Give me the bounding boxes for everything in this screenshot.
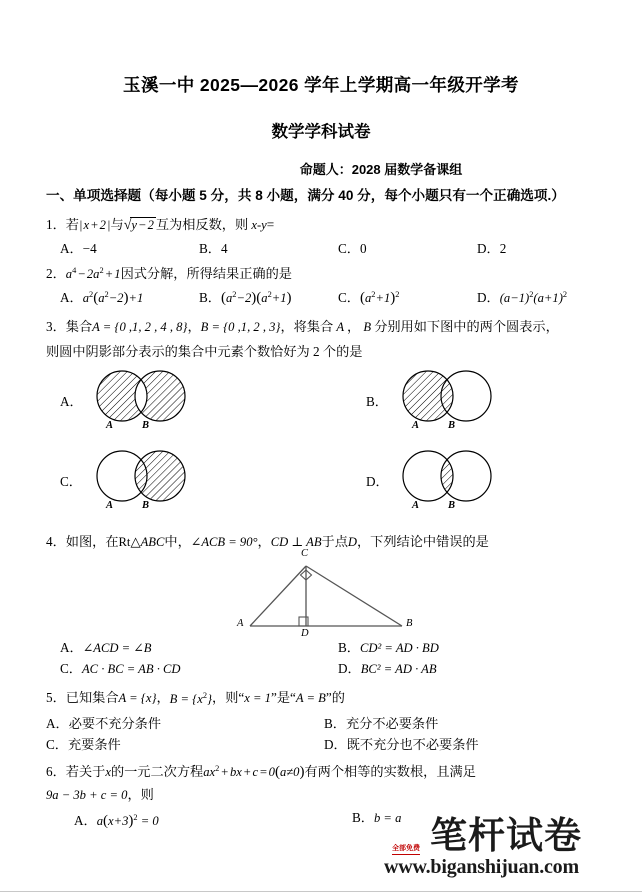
question-3-stem-2: ，	[187, 319, 201, 335]
question-4-figure	[46, 548, 602, 640]
question-4-option-d-label: D．	[338, 661, 361, 677]
question-2-options	[46, 285, 602, 308]
question-4-number: 4．	[46, 534, 66, 550]
question-1-option-b[interactable]: B．4	[199, 241, 228, 256]
question-1-options	[46, 239, 602, 259]
question-5-cond-2: A = B	[295, 691, 326, 706]
triangle-vertex-d: D	[301, 628, 309, 640]
question-3-set-a: A = {0 ,1, 2 , 4 , 8}	[92, 320, 188, 335]
question-1-expr-xy: x-y	[251, 218, 267, 232]
question-6-stem-3: 有两个相等的实数根，且满足	[304, 763, 476, 779]
question-4-rt: Rt	[118, 535, 131, 550]
question-5-set-b: $B = \{x^2\}$	[169, 690, 213, 706]
triangle-vertex-b: B	[406, 618, 413, 630]
question-6-option-b-math: b = a	[373, 810, 402, 825]
question-5	[46, 685, 602, 708]
question-2-option-b[interactable]	[199, 285, 338, 308]
question-3-option-b-letter-b: B	[448, 420, 456, 432]
question-3-venn-options	[46, 370, 602, 530]
question-4	[46, 532, 602, 552]
question-4-option-c-math: AC · BC = AB · CD	[81, 662, 181, 677]
question-6-option-b-label: B．	[352, 809, 374, 825]
question-6-stem-2: 的一元二次方程	[110, 763, 204, 779]
question-3-option-c-letter-b: B	[142, 500, 150, 512]
question-3-option-d-letter-a: A	[412, 500, 420, 512]
exam-content	[46, 183, 602, 831]
question-1	[46, 215, 602, 236]
question-4-option-b-label: B．	[338, 640, 360, 656]
page-bottom-divider	[0, 891, 642, 892]
question-1-expr-abs: | x + 2 |	[78, 218, 111, 232]
question-3-stem-3: ，将集合	[280, 319, 334, 335]
question-2-option-b-math: $(a^2-2)(a^2+1)$	[220, 290, 292, 307]
question-2-option-a-math: $a^2(a^2-2)+1$	[82, 290, 144, 307]
page-title: 玉溪一中 2025—2026 学年上学期高一年级开学考	[123, 75, 519, 95]
question-5-options-row-1	[46, 714, 602, 734]
question-6-option-a[interactable]	[46, 808, 352, 831]
author-line: 命题人：2028 届数学备课组	[299, 162, 463, 177]
question-1-number: 1．	[46, 217, 66, 232]
question-3-option-a[interactable]	[60, 370, 206, 438]
question-6-equation: $ax^2$ + bx + c = 0(a≠0)	[203, 763, 305, 780]
question-3-option-a-label: A．	[60, 394, 83, 410]
question-4-option-c[interactable]	[46, 659, 338, 679]
triangle-diagram	[236, 548, 416, 643]
question-2-option-b-label: B．	[199, 290, 221, 306]
question-3-option-c-figure	[86, 450, 206, 518]
question-1-expr-sqrt: √y − 2	[123, 218, 154, 233]
question-4-option-a-math: ∠ACD = ∠B	[82, 641, 152, 656]
question-4-options-row-2	[46, 659, 602, 679]
question-5-stem-5: ”的	[325, 690, 345, 706]
watermark-url: www.biganshijuan.com	[384, 856, 579, 878]
question-2-expr: $a^4$ − $2a^2$ + 1	[65, 266, 121, 282]
question-2	[46, 261, 602, 284]
question-6-option-a-math: $a(x+3)^2 = 0$	[96, 812, 159, 829]
question-5-set-a: A = {x}	[118, 691, 157, 706]
question-5-options-row-2	[46, 735, 602, 755]
question-1-stem-b: 与	[110, 217, 124, 232]
question-5-stem-4: ”是“	[270, 690, 296, 706]
question-4-stem-5: ，下列结论中错误的是	[357, 534, 489, 550]
question-2-option-d[interactable]	[477, 285, 616, 308]
question-4-option-d-math: BC² = AD · AB	[360, 662, 437, 677]
question-3-option-d[interactable]	[366, 450, 512, 518]
question-5-option-c[interactable]: C．充要条件	[46, 736, 121, 752]
question-1-option-c[interactable]: C．0	[338, 241, 367, 256]
question-4-point-d: D	[347, 535, 357, 550]
question-4-triangle-symbol: △	[130, 534, 141, 550]
question-6	[46, 759, 602, 782]
question-6-stem-line2-tail: ，则	[127, 786, 154, 802]
triangle-vertex-a: A	[237, 618, 244, 630]
watermark-free-tag: 全部免费	[392, 843, 420, 855]
watermark-brand: 笔杆试卷	[430, 815, 582, 856]
question-4-stem-1: 如图，在	[65, 534, 119, 550]
question-3-option-b[interactable]	[366, 370, 512, 438]
question-3-option-b-figure	[392, 370, 512, 438]
question-3-stem-1: 集合	[65, 319, 93, 335]
watermark	[384, 816, 628, 878]
question-1-option-a[interactable]: A．−4	[60, 241, 97, 256]
question-3-stem-5: 分别用如下图中的两个圆表示，	[374, 319, 559, 335]
question-1-stem-a: 若	[65, 217, 79, 232]
question-3-option-d-letter-b: B	[448, 500, 456, 512]
question-3-option-b-letter-a: A	[412, 420, 420, 432]
question-3-stem-4: ，	[346, 319, 361, 335]
question-3-option-b-label: B．	[366, 394, 388, 410]
question-3-var-b: B	[363, 320, 372, 335]
question-3-option-c[interactable]	[60, 450, 206, 518]
question-5-option-b[interactable]: B．充分不必要条件	[324, 715, 439, 731]
question-2-number: 2．	[46, 266, 66, 282]
question-1-option-d[interactable]: D．2	[477, 241, 507, 256]
triangle-vertex-c: C	[301, 548, 309, 560]
question-3-option-a-letter-a: A	[106, 420, 114, 432]
question-1-stem-c: 互为相反数，则	[155, 217, 249, 232]
question-3-option-a-figure	[86, 370, 206, 438]
question-2-option-c[interactable]	[338, 285, 477, 308]
question-3-number: 3．	[46, 319, 66, 335]
question-6-stem-1: 若关于	[65, 763, 106, 779]
question-4-option-a-label: A．	[60, 640, 83, 656]
question-1-stem-d: =	[266, 217, 275, 232]
question-6-stem-line2	[46, 785, 602, 805]
question-2-option-c-label: C．	[338, 290, 360, 306]
question-4-abc: ABC	[140, 535, 165, 550]
question-5-stem-3: ，则“	[212, 690, 245, 706]
question-5-stem-1: 已知集合	[65, 690, 119, 706]
question-4-stem-3: ，	[257, 534, 271, 550]
question-2-option-a-label: A．	[60, 290, 83, 306]
question-5-cond-1: x = 1	[244, 691, 271, 706]
question-4-option-d[interactable]	[338, 659, 616, 679]
question-4-option-b-math: CD² = AD · BD	[359, 641, 439, 656]
question-2-option-d-math: $(a-1)^2(a+1)^2$	[499, 290, 568, 306]
question-3-option-d-label: D．	[366, 474, 389, 490]
question-4-perp-expr: CD ⊥ AB	[270, 535, 322, 550]
question-4-stem-2: 中，	[164, 534, 191, 550]
question-3-option-c-label: C．	[60, 474, 82, 490]
page-subtitle: 数学学科试卷	[271, 123, 371, 141]
question-6-var-x: x	[105, 764, 111, 779]
question-4-angle-expr: ∠ACB = 90°	[190, 535, 258, 550]
question-6-option-a-label: A．	[74, 812, 97, 828]
section-heading: 一、单项选择题（每小题 5 分，共 8 小题，满分 40 分，每个小题只有一个正确选项.）	[46, 188, 565, 203]
question-5-option-d[interactable]: D．既不充分也不必要条件	[324, 736, 479, 752]
question-4-stem-4: 于点	[321, 534, 348, 550]
question-3-option-d-figure	[392, 450, 512, 518]
question-2-option-d-label: D．	[477, 290, 500, 306]
question-3-stem-line2: 则圆中阴影部分表示的集合中元素个数恰好为 2 个的是	[46, 344, 363, 360]
question-2-option-a[interactable]	[46, 285, 199, 308]
question-5-number: 5．	[46, 690, 66, 706]
question-3-var-a: A	[336, 320, 344, 335]
question-3-set-b: B = {0 ,1, 2 , 3}	[200, 320, 281, 335]
question-3	[46, 317, 602, 337]
question-2-stem-suffix: 因式分解，所得结果正确的是	[120, 266, 292, 282]
question-6-number: 6．	[46, 763, 66, 779]
question-5-option-a[interactable]: A．必要不充分条件	[46, 715, 162, 731]
question-5-stem-2: ，	[156, 690, 170, 706]
question-6-constraint: 9a − 3b + c = 0	[46, 787, 128, 802]
question-3-option-a-letter-b: B	[142, 420, 150, 432]
question-3-option-c-letter-a: A	[106, 500, 114, 512]
question-2-option-c-math: $(a^2+1)^2$	[359, 290, 400, 307]
question-4-option-c-label: C．	[60, 661, 82, 677]
